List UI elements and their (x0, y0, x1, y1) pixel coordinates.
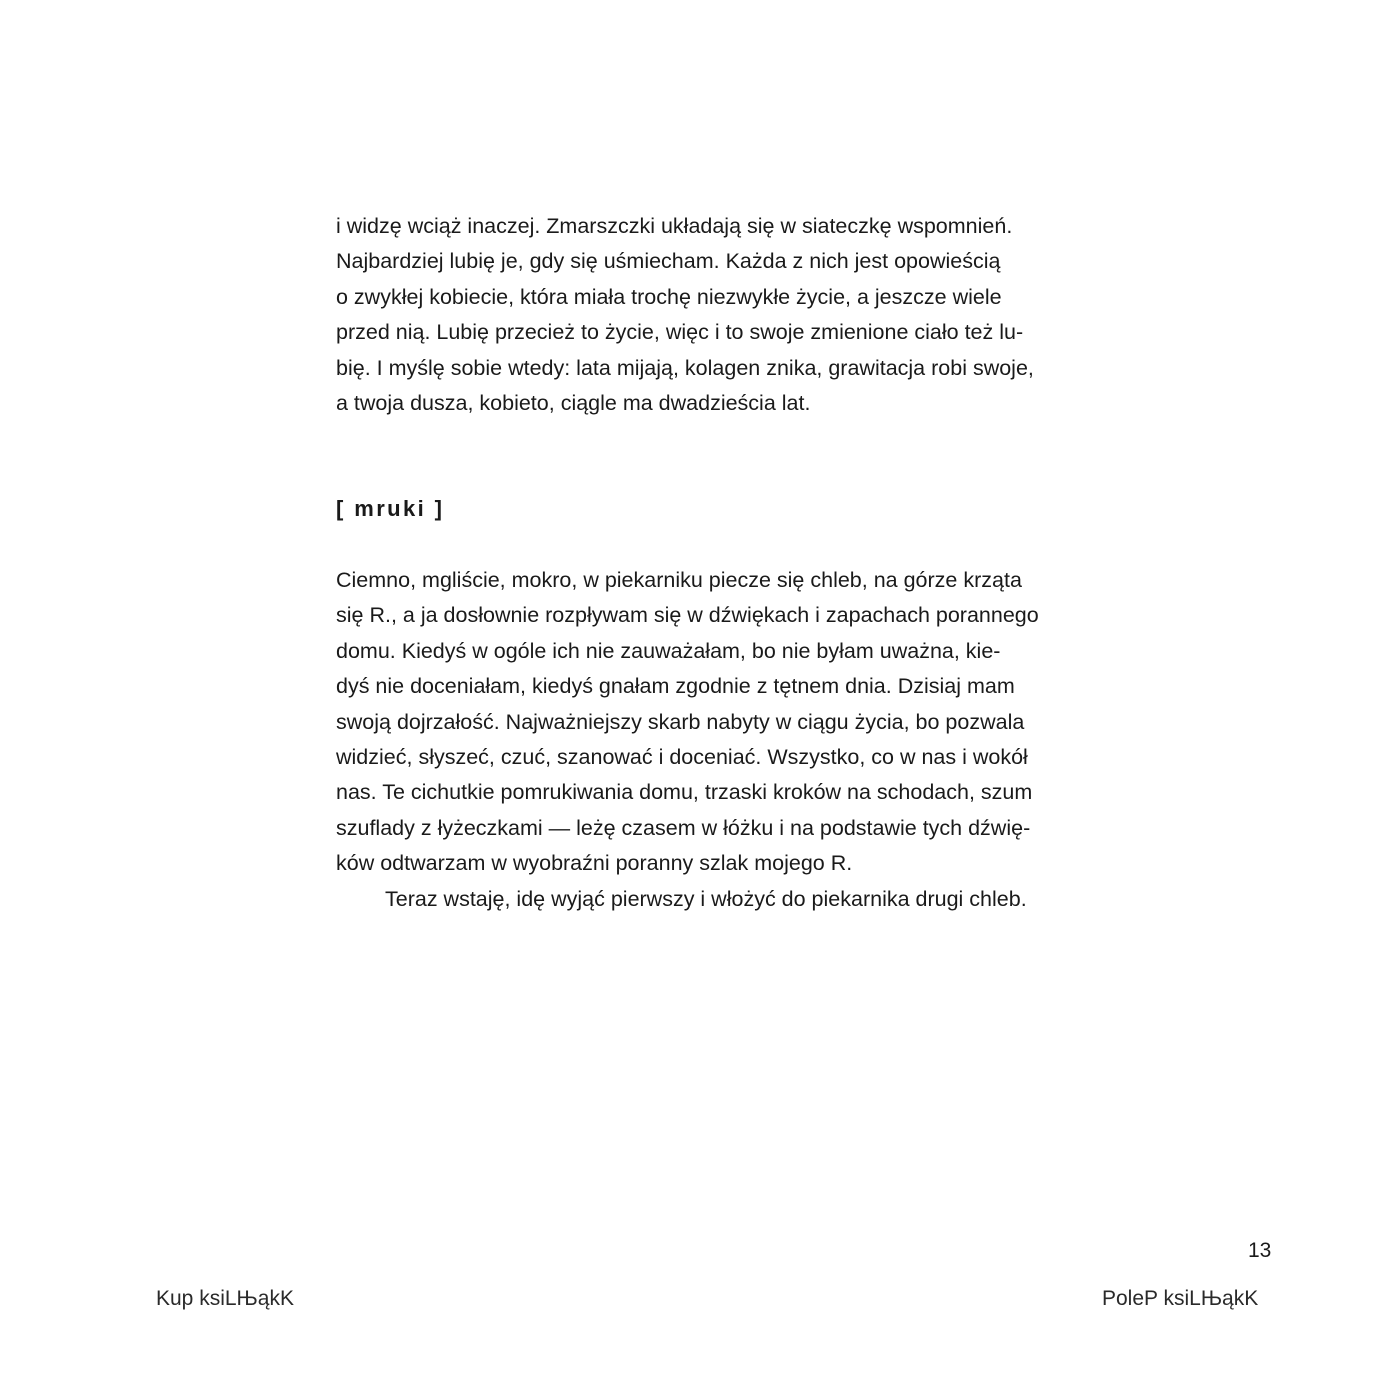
text-line: Ciemno, mgliście, mokro, w piekarniku piecze się chleb, na górze krząta (336, 568, 1022, 592)
page-number: 13 (1248, 1239, 1272, 1262)
text-line: domu. Kiedyś w ogóle ich nie zauważałam, bo nie byłam uważna, kie- (336, 638, 1001, 663)
buy-book-link[interactable]: Kup ksiLЊąkK (156, 1287, 294, 1310)
text-line: swoją dojrzałość. Najważniejszy skarb nabyty w ciągu życia, bo pozwala (336, 709, 1025, 734)
text-line: szuflady z łyżeczkami — leżę czasem w łóżku i na podstawie tych dźwię- (336, 815, 1031, 840)
text-line: a twoja dusza, kobieto, ciągle ma dwadzieścia lat. (336, 391, 811, 416)
text-line: nas. Te cichutkie pomrukiwania domu, trzaski kroków na schodach, szum (336, 780, 1033, 805)
paragraph-wrinkles (336, 209, 1116, 421)
indented-text-line: Teraz wstaję, idę wyjąć pierwszy i włożyć do piekarnika drugi chleb. (385, 886, 1027, 911)
recommend-book-link[interactable]: PoleP ksiLЊąkK (1102, 1287, 1259, 1310)
text-line: widzieć, słyszeć, czuć, szanować i doceniać. Wszystko, co w nas i wokół (336, 745, 1028, 770)
text-line: ków odtwarzam w wyobraźni poranny szlak mojego R. (336, 851, 853, 876)
section-heading: [ mruki ] (336, 496, 445, 521)
text-line: się R., a ja dosłownie rozpływam się w dźwiękach i zapachach porannego (336, 603, 1039, 628)
text-line: o zwykłej kobiecie, która miała trochę niezwykłe życie, a jeszcze wiele (336, 284, 1002, 309)
text-line: bię. I myślę sobie wtedy: lata mijają, kolagen znika, grawitacja robi swoje, (336, 355, 1034, 380)
text-line: przed nią. Lubię przecież to życie, więc i to swoje zmienione ciało też lu- (336, 320, 1024, 345)
paragraph-mruki (336, 563, 1116, 917)
text-line: dyś nie doceniałam, kiedyś gnałam zgodnie z tętnem dnia. Dzisiaj mam (336, 674, 1015, 699)
text-line: i widzę wciąż inaczej. Zmarszczki układają się w siateczkę wspomnień. (336, 214, 1013, 238)
text-line: Najbardziej lubię je, gdy się uśmiecham. Każda z nich jest opowieścią (336, 249, 1001, 274)
